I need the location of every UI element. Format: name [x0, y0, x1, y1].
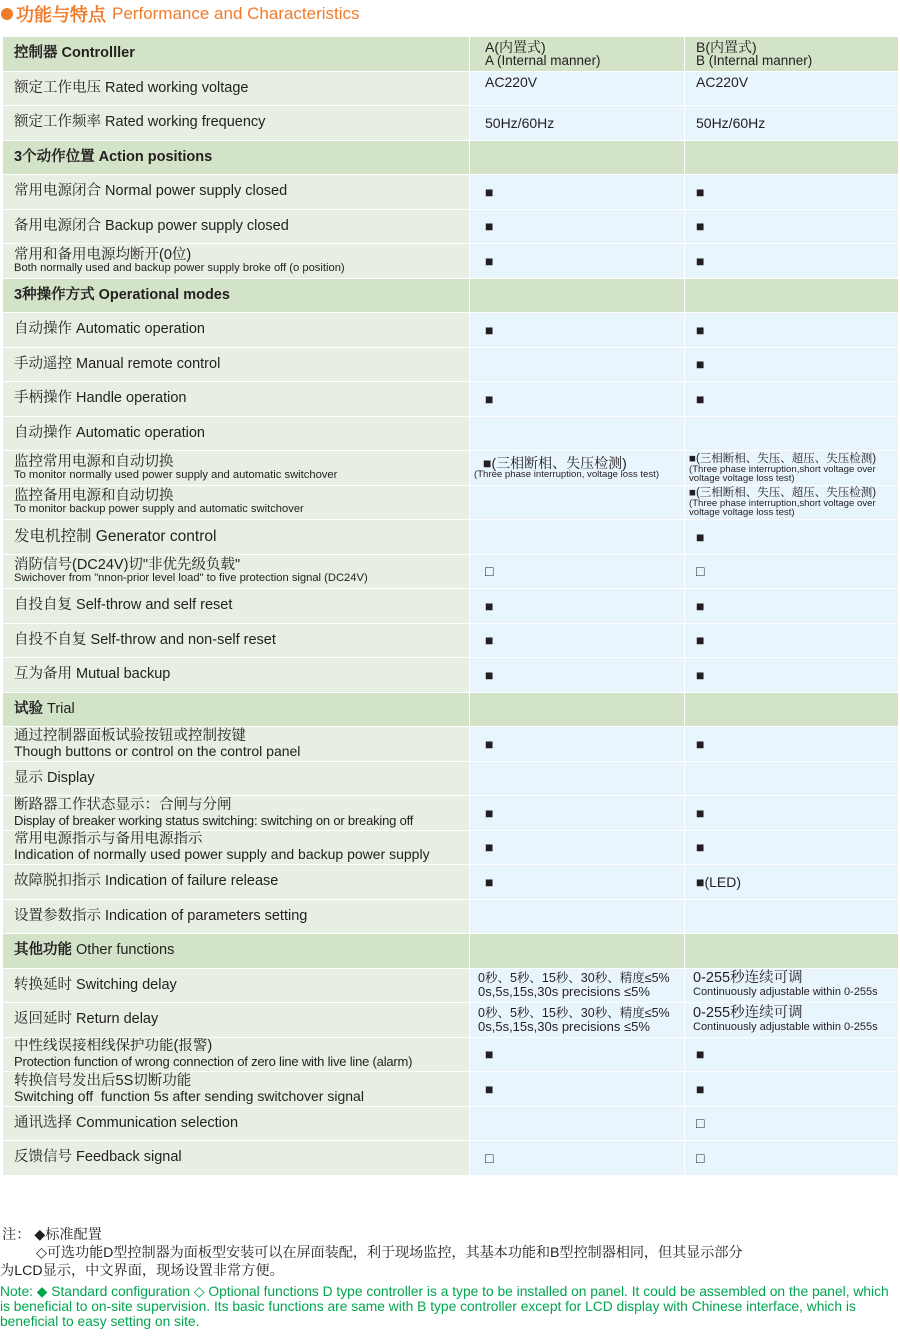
- header-a: A(内置式) A (Internal manner): [470, 37, 685, 72]
- row-value-a: ■: [470, 865, 685, 900]
- table-row: [3, 520, 899, 555]
- section-label: 3个动作位置 Action positions: [3, 140, 470, 175]
- row-value-b: ■: [685, 382, 899, 417]
- row-value-a: ■: [470, 1037, 685, 1072]
- row-value-b: ■: [685, 347, 899, 382]
- table-row: [3, 451, 899, 486]
- row-label: 监控常用电源和自动切换 To monitor normally used power supply and automatic switchover: [3, 451, 470, 486]
- header-b: B(内置式) B (Internal manner): [685, 37, 899, 72]
- row-value-a: [470, 520, 685, 555]
- row-value-b: AC220V: [685, 71, 899, 106]
- row-value-b: □: [685, 1141, 899, 1176]
- row-value-b: [685, 416, 899, 451]
- section-row: [3, 140, 899, 175]
- row-label: 常用电源指示与备用电源指示 Indication of normally used power supply and backup power supply: [3, 830, 470, 865]
- row-label: 互为备用 Mutual backup: [3, 658, 470, 693]
- table-row: [3, 761, 899, 796]
- section-row: [3, 278, 899, 313]
- row-value-a: ■: [470, 382, 685, 417]
- row-value-a: [470, 1106, 685, 1141]
- row-value-a: □: [470, 554, 685, 589]
- row-label: 故障脱扣指示 Indication of failure release: [3, 865, 470, 900]
- row-value-b: ■: [685, 623, 899, 658]
- table-row: [3, 623, 899, 658]
- table-row: [3, 830, 899, 865]
- table-row: [3, 1003, 899, 1038]
- table-row: [3, 554, 899, 589]
- row-value-b: ■: [685, 175, 899, 210]
- row-label: 发电机控制 Generator control: [3, 520, 470, 555]
- row-label: 额定工作频率 Rated working frequency: [3, 106, 470, 141]
- table-row: [3, 796, 899, 831]
- row-label: 设置参数指示 Indication of parameters setting: [3, 899, 470, 934]
- table-row: [3, 106, 899, 141]
- table-row: [3, 71, 899, 106]
- row-value-b: ■: [685, 589, 899, 624]
- row-label: 监控备用电源和自动切换 To monitor backup power supply and automatic switchover: [3, 485, 470, 520]
- footnote: [0, 1226, 900, 1329]
- row-value-a: [470, 899, 685, 934]
- table-header-row: [3, 37, 899, 72]
- table-row: [3, 313, 899, 348]
- row-label: 断路器工作状态显示：合闸与分闸 Display of breaker working status switching: switching on or breaking off: [3, 796, 470, 831]
- row-value-a: ■: [470, 175, 685, 210]
- row-label: 额定工作电压 Rated working voltage: [3, 71, 470, 106]
- row-value-a: ■: [470, 796, 685, 831]
- row-label: 返回延时 Return delay: [3, 1003, 470, 1038]
- row-value-b: □: [685, 554, 899, 589]
- row-value-b: ■: [685, 209, 899, 244]
- section-title-en: Performance and Characteristics: [112, 4, 360, 23]
- spec-table: [2, 36, 899, 1176]
- row-value-b: [685, 761, 899, 796]
- row-value-a: ■: [470, 830, 685, 865]
- row-value-b: ■: [685, 313, 899, 348]
- section-row: [3, 934, 899, 969]
- table-row: [3, 1106, 899, 1141]
- section-title: [0, 2, 360, 26]
- row-label: 手柄操作 Handle operation: [3, 382, 470, 417]
- table-row: [3, 589, 899, 624]
- row-value-a: ■: [470, 313, 685, 348]
- row-label: 显示 Display: [3, 761, 470, 796]
- row-value-b: [685, 899, 899, 934]
- row-value-b: ■: [685, 658, 899, 693]
- row-label: 自投不自复 Self-throw and non-self reset: [3, 623, 470, 658]
- section-title-cn: 功能与特点: [16, 5, 106, 25]
- table-row: [3, 382, 899, 417]
- table-row: [3, 727, 899, 762]
- table-row: [3, 658, 899, 693]
- table-row: [3, 175, 899, 210]
- table-row: [3, 209, 899, 244]
- table-row: [3, 968, 899, 1003]
- row-label: 自投自复 Self-throw and self reset: [3, 589, 470, 624]
- row-value-a: ■: [470, 244, 685, 279]
- row-value-a: ■: [470, 589, 685, 624]
- row-value-b: ■(LED): [685, 865, 899, 900]
- row-value-b: ■: [685, 796, 899, 831]
- row-value-a: 0秒、5秒、15秒、30秒、精度≤5% 0s,5s,15s,30s precisions ≤5%: [470, 1003, 685, 1038]
- row-value-a: [470, 347, 685, 382]
- row-value-a: ■: [470, 623, 685, 658]
- table-row: [3, 1072, 899, 1107]
- row-label: 反馈信号 Feedback signal: [3, 1141, 470, 1176]
- row-value-b: □: [685, 1106, 899, 1141]
- row-value-a: ■(三相断相、失压检测) (Three phase interruption, voltage loss test): [470, 451, 685, 486]
- table-row: [3, 244, 899, 279]
- row-value-a: □: [470, 1141, 685, 1176]
- note-line-2: ◇可选功能D型控制器为面板型安装可以在屏面装配，利于现场监控，其基本功能和B型控制器相同，但其显示部分: [36, 1245, 743, 1261]
- table-row: [3, 865, 899, 900]
- table-row: [3, 899, 899, 934]
- table-row: [3, 347, 899, 382]
- row-label: 常用和备用电源均断开(0位) Both normally used and backup power supply broke off (o position): [3, 244, 470, 279]
- row-value-b: 0-255秒连续可调 Continuously adjustable within 0-255s: [685, 968, 899, 1003]
- row-value-a: 0秒、5秒、15秒、30秒、精度≤5% 0s,5s,15s,30s precisions ≤5%: [470, 968, 685, 1003]
- row-value-b: ■(三相断相、失压、超压、失压检测) (Three phase interruption,short voltage over voltage voltage loss test): [685, 485, 899, 520]
- row-value-b: ■: [685, 1072, 899, 1107]
- section-label: 3种操作方式 Operational modes: [3, 278, 470, 313]
- row-value-b: ■(三相断相、失压、超压、失压检测) (Three phase interruption,short voltage over voltage voltage loss test): [685, 451, 899, 486]
- row-value-b: ■: [685, 244, 899, 279]
- row-label: 通过控制器面板试验按钮或控制按键 Though buttons or control on the control panel: [3, 727, 470, 762]
- row-value-a: 50Hz/60Hz: [470, 106, 685, 141]
- row-label: 转换延时 Switching delay: [3, 968, 470, 1003]
- row-value-b: 50Hz/60Hz: [685, 106, 899, 141]
- note-line-1: 注： ◆标准配置: [2, 1227, 102, 1243]
- row-value-a: [470, 761, 685, 796]
- header-label: 控制器 Controlller: [3, 37, 470, 72]
- row-value-b: ■: [685, 727, 899, 762]
- row-value-b: ■: [685, 830, 899, 865]
- row-value-a: ■: [470, 658, 685, 693]
- row-value-b: 0-255秒连续可调 Continuously adjustable within 0-255s: [685, 1003, 899, 1038]
- row-label: 消防信号(DC24V)切"非优先级负载" Swichover from "nnon-prior level load" to five protection signal (DC24V): [3, 554, 470, 589]
- bullet-dot-icon: [1, 8, 13, 20]
- row-label: 备用电源闭合 Backup power supply closed: [3, 209, 470, 244]
- row-value-a: AC220V: [470, 71, 685, 106]
- row-label: 中性线误接相线保护功能(报警) Protection function of wrong connection of zero line with live line (alarm): [3, 1037, 470, 1072]
- section-row: [3, 692, 899, 727]
- row-label: 常用电源闭合 Normal power supply closed: [3, 175, 470, 210]
- row-label: 自动操作 Automatic operation: [3, 313, 470, 348]
- table-row: [3, 1037, 899, 1072]
- table-row: [3, 416, 899, 451]
- row-label: 手动遥控 Manual remote control: [3, 347, 470, 382]
- note-english: Note: ◆ Standard configuration ◇ Optional functions D type controller is a type to be installed on panel. It could be assembled on the panel, which is beneficial to on-site supervision. Its basic functions are same with B type controller except for LCD display with Chinese interface, which is beneficial to easy setting on site.: [0, 1284, 889, 1329]
- table-row: [3, 1141, 899, 1176]
- table-row: [3, 485, 899, 520]
- row-value-a: [470, 416, 685, 451]
- row-value-a: ■: [470, 1072, 685, 1107]
- section-label: 试验 Trial: [3, 692, 470, 727]
- row-value-a: ■: [470, 209, 685, 244]
- row-value-a: [470, 485, 685, 520]
- note-line-3: 为LCD显示，中文界面，现场设置非常方便。: [0, 1263, 284, 1279]
- row-value-a: ■: [470, 727, 685, 762]
- row-label: 通讯选择 Communication selection: [3, 1106, 470, 1141]
- row-value-b: ■: [685, 1037, 899, 1072]
- row-label: 自动操作 Automatic operation: [3, 416, 470, 451]
- row-label: 转换信号发出后5S切断功能 Switching off function 5s after sending switchover signal: [3, 1072, 470, 1107]
- row-value-b: ■: [685, 520, 899, 555]
- section-label: 其他功能 Other functions: [3, 934, 470, 969]
